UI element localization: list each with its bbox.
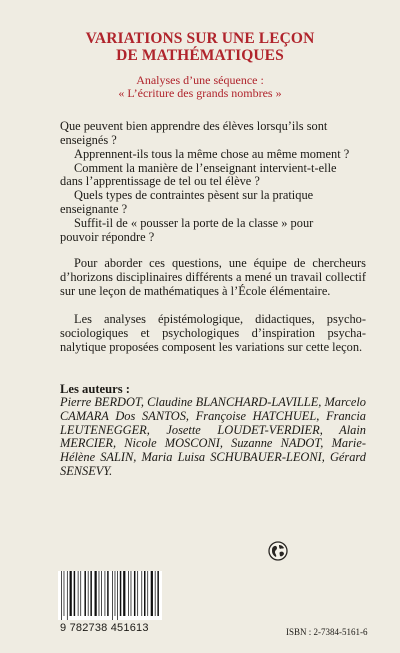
barcode-bar xyxy=(67,571,68,620)
barcode-bar xyxy=(90,571,92,616)
question-line: Comment la manière de l’enseignant intervient-t-elle xyxy=(74,161,337,175)
barcode-bar xyxy=(101,571,102,616)
question-line: Que peuvent bien apprendre des élèves lorsqu’ils sont xyxy=(60,119,328,133)
subtitle-line-2: « L’écriture des grands nombres » xyxy=(118,86,282,100)
barcode-bar xyxy=(123,571,125,616)
barcode-bar xyxy=(64,571,65,616)
authors-list: Pierre BERDOT, Claudine BLANCHARD-LAVILLE, Marcelo CAMARA Dos SANTOS, Françoise HATCHUEL, Francia LEUTENEGGER, Josette LOUDET-VERDIER, Alain MERCIER, Nicole MOSCONI, Suzanne NADOT, Marie-Hélène SALIN, Maria Luisa SCHUBAUER-LEONI, Gérard SENSEVY. xyxy=(60,395,366,478)
question-line: enseignante ? xyxy=(60,202,128,216)
globe-logo-icon xyxy=(268,541,288,561)
question-line: Quels types de contraintes pèsent sur la pratique xyxy=(74,188,314,202)
question-line: enseignés ? xyxy=(60,133,117,147)
barcode-bar xyxy=(74,571,76,616)
barcode-bar xyxy=(151,571,153,616)
barcode-bar xyxy=(115,571,116,616)
subtitle-line-1: Analyses d’une séquence : xyxy=(136,73,264,87)
book-subtitle xyxy=(40,74,360,100)
barcode-bar xyxy=(88,571,89,616)
title-line-2: DE MATHÉMATIQUES xyxy=(116,47,284,64)
intro-paragraph: Pour aborder ces questions, une équipe de chercheurs d’horizons disciplinaires différents a mené un travail collectif sur une leçon de mathématiques à l’École élémentaire. xyxy=(60,256,366,298)
question-line: Suffit-il de « pousser la porte de la classe » pour xyxy=(74,216,314,230)
barcode-bar xyxy=(120,571,122,616)
barcode-bar xyxy=(80,571,81,616)
barcode-bar xyxy=(84,571,86,616)
authors-heading: Les auteurs : xyxy=(60,382,130,396)
barcode-bar xyxy=(147,571,148,616)
book-title xyxy=(40,30,360,64)
barcode-bar xyxy=(99,571,100,616)
barcode-bar xyxy=(70,571,72,616)
barcode-bar xyxy=(144,571,146,616)
question-line: pouvoir répondre ? xyxy=(60,230,155,244)
barcode-bar xyxy=(131,571,132,616)
isbn-number: ISBN : 2-7384-5161-6 xyxy=(286,627,368,637)
barcode-number: 9 782738 451613 xyxy=(60,622,149,634)
question-line: dans l’apprentissage de tel ou tel élève ? xyxy=(60,174,260,188)
barcode-bar xyxy=(128,571,129,616)
barcode-bar xyxy=(112,571,113,620)
barcode-bar xyxy=(78,571,79,616)
ean-barcode-icon xyxy=(58,571,162,620)
barcode-bar xyxy=(134,571,136,616)
barcode-bar xyxy=(141,571,142,616)
barcode-bar xyxy=(155,571,156,616)
barcode-bar xyxy=(137,571,138,616)
analysis-paragraph: Les analyses épistémologique, didactiques, psycho-sociologiques et psychologiques d’inspiration psycha-nalytique proposées composent les variations sur cette leçon. xyxy=(60,312,366,354)
question-line: Apprennent-ils tous la même chose au même moment ? xyxy=(74,147,350,161)
barcode-bar xyxy=(157,571,159,616)
title-line-1: VARIATIONS SUR UNE LEÇON xyxy=(85,30,315,47)
barcode-bar xyxy=(117,571,118,620)
barcode-bar xyxy=(61,571,62,620)
barcode-bar xyxy=(107,571,109,616)
barcode-bar xyxy=(95,571,97,616)
barcode-bar xyxy=(105,571,106,616)
